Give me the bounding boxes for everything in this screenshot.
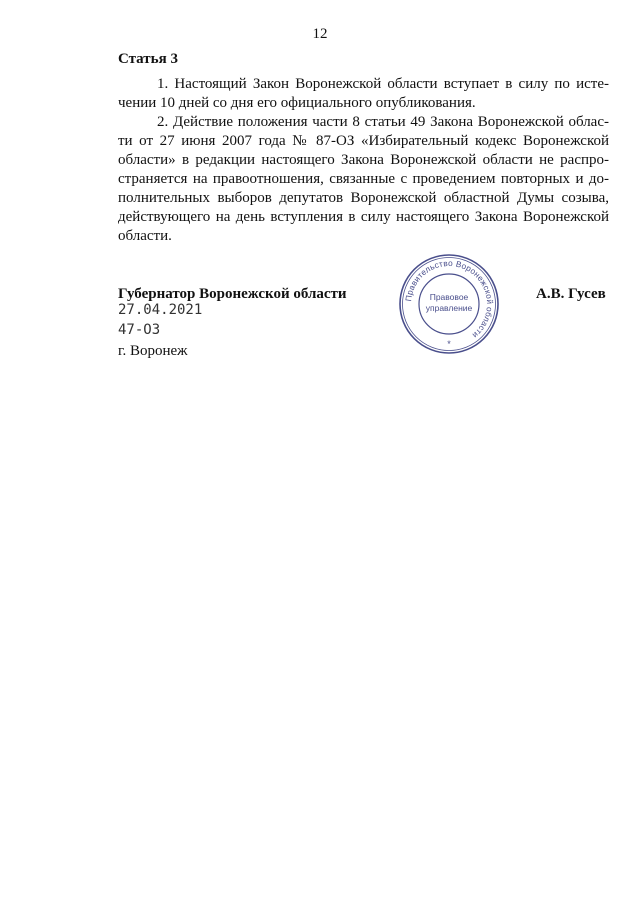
stamp-center-line-1: Правовое bbox=[429, 292, 469, 302]
paragraph-1 bbox=[118, 75, 609, 113]
official-stamp bbox=[397, 252, 501, 356]
text-line: области. bbox=[118, 228, 172, 244]
text-line: 2. Действие положения части 8 статьи 49 Закона Воронежской облас- bbox=[157, 114, 609, 130]
stamp-star-icon: * bbox=[447, 339, 451, 349]
paragraph-2 bbox=[118, 113, 609, 246]
text-line: области» в редакции настоящего Закона Воронежской области не распро- bbox=[118, 152, 609, 168]
article-body bbox=[118, 75, 609, 246]
page-number: 12 bbox=[312, 26, 328, 42]
text-line: ти от 27 июня 2007 года № 87-ОЗ «Избирательный кодекс Воронежской bbox=[118, 133, 609, 149]
stamp-center-line-2: управление bbox=[425, 303, 473, 313]
registration-date: 27.04.2021 bbox=[118, 302, 203, 318]
article-title: Статья 3 bbox=[118, 51, 178, 67]
text-line: страняется на правоотношения, связанные с проведением повторных и до- bbox=[118, 171, 609, 187]
stamp-ring-text: Правительство Воронежской области bbox=[403, 257, 496, 341]
signatory-position: Губернатор Воронежской области bbox=[118, 286, 347, 302]
text-line: 1. Настоящий Закон Воронежской области вступает в силу по исте- bbox=[157, 76, 609, 92]
signatory-name: А.В. Гусев bbox=[536, 286, 606, 302]
text-line: чении 10 дней со дня его официального опубликования. bbox=[118, 95, 476, 111]
city: г. Воронеж bbox=[118, 343, 188, 359]
text-line: действующего на день вступления в силу настоящего Закона Воронежской bbox=[118, 209, 609, 225]
text-line: полнительных выборов депутатов Воронежской областной Думы созыва, bbox=[118, 190, 609, 206]
registration-number: 47-ОЗ bbox=[118, 322, 161, 338]
